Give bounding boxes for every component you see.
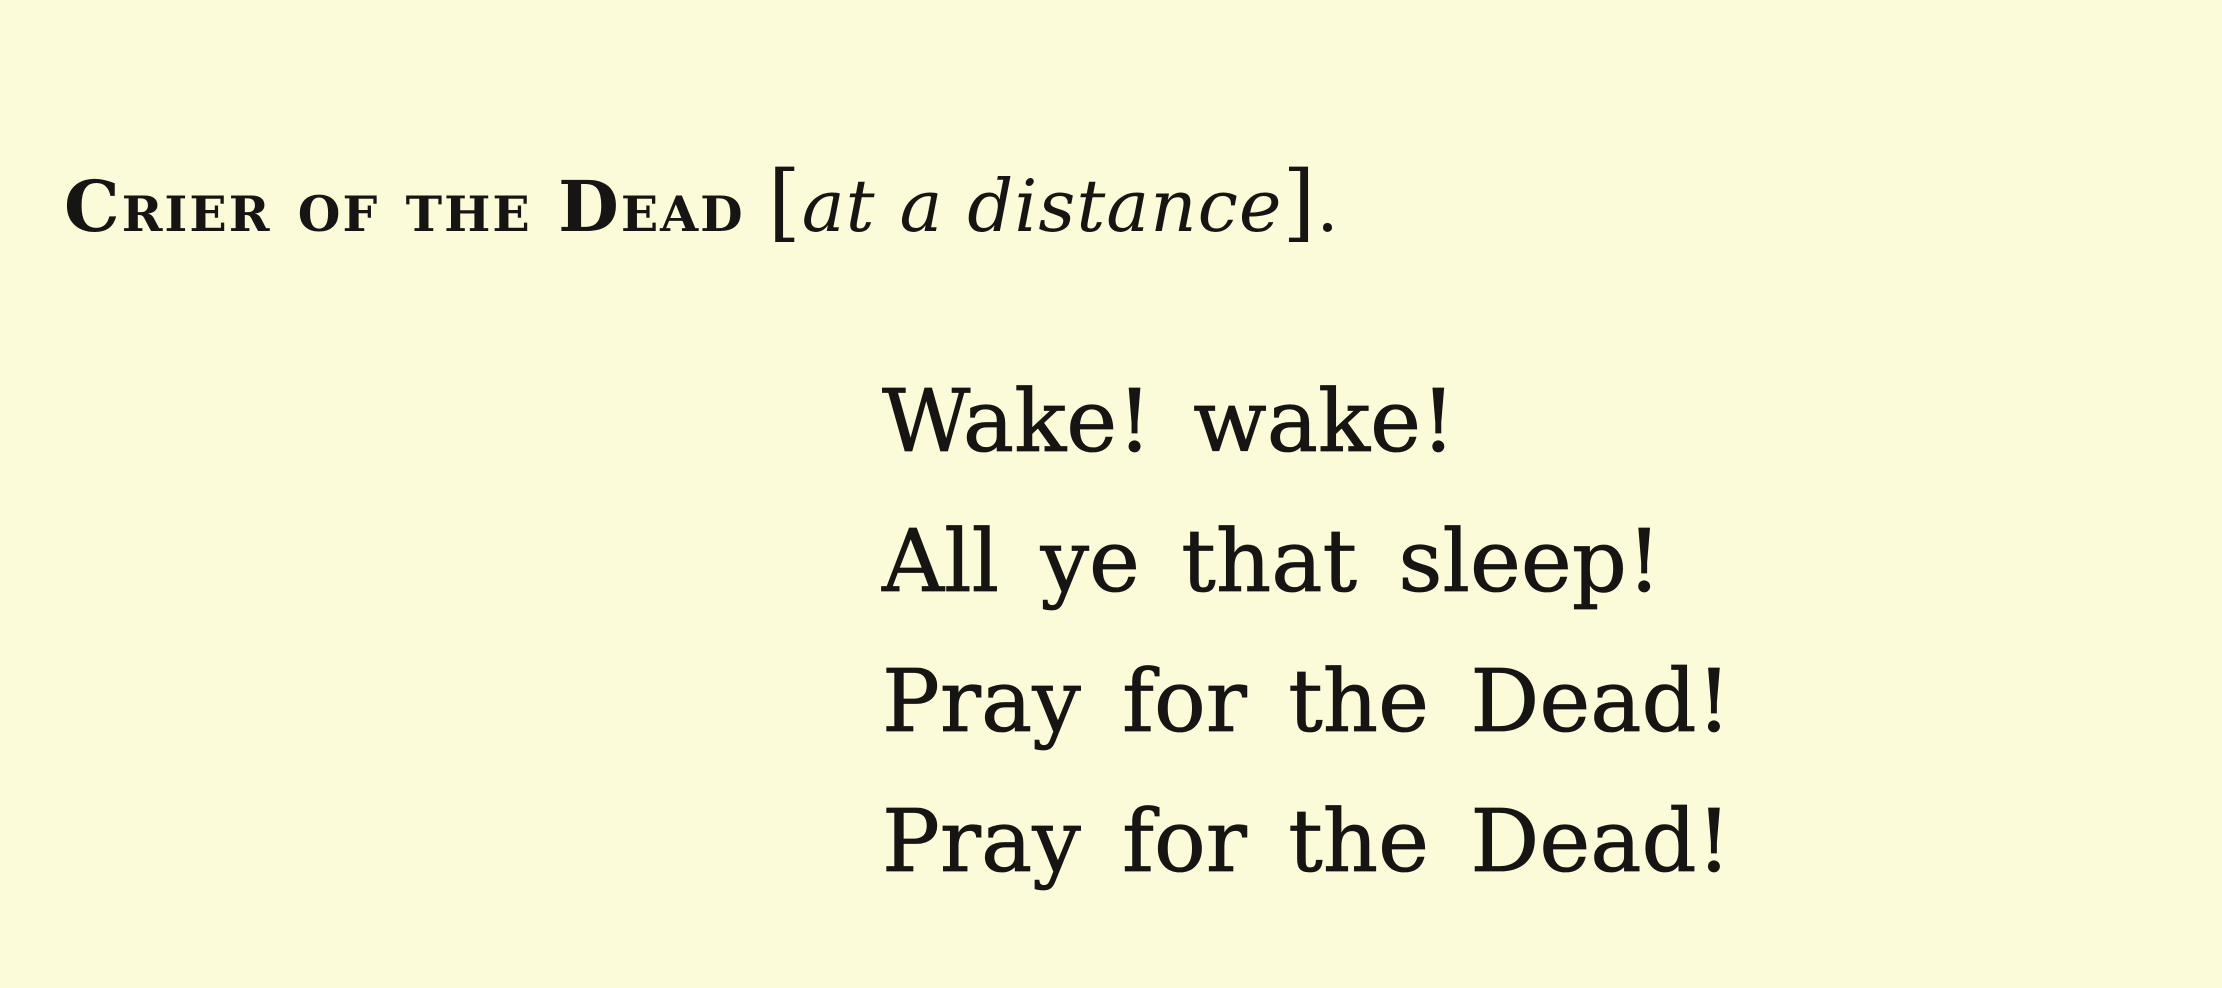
verse-line: Pray for the Dead! (882, 792, 1732, 892)
heading-period: . (1316, 166, 1340, 248)
bracket-close: ] (1282, 153, 1317, 251)
speaker-name: Crier of the Dead (64, 165, 745, 248)
bracket-open: [ (767, 153, 802, 251)
verse-line: Pray for the Dead! (882, 652, 1732, 752)
verse-line: All ye that sleep! (882, 512, 1662, 612)
speaker-heading (64, 153, 1340, 251)
stage-direction: at a distance (801, 164, 1283, 248)
verse-block (882, 352, 1731, 912)
verse-line: Wake! wake! (882, 372, 1456, 472)
